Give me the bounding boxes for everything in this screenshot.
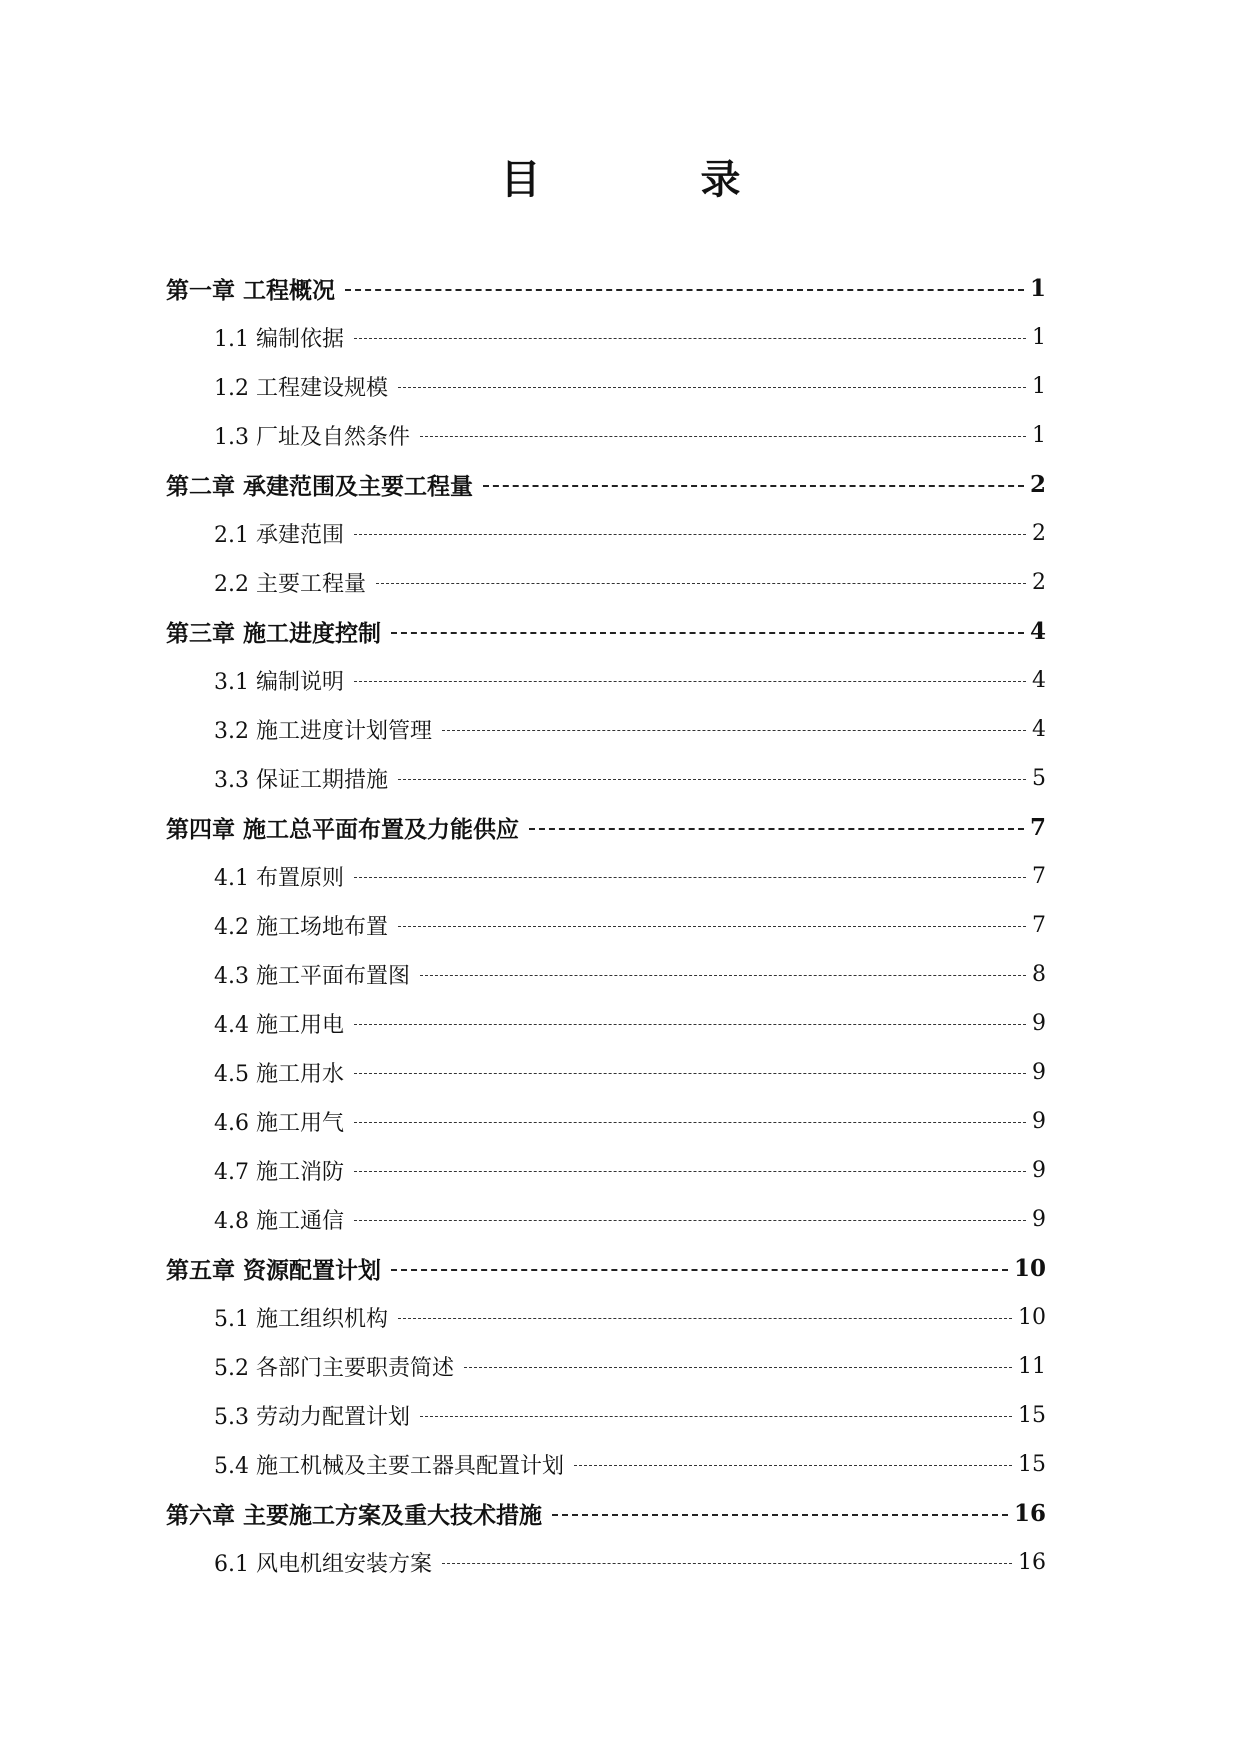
toc-section-entry[interactable] bbox=[166, 313, 1046, 362]
toc-entry-label: 第五章 资源配置计划 bbox=[166, 1257, 382, 1284]
toc-entry-label: 第二章 承建范围及主要工程量 bbox=[166, 473, 474, 500]
toc-entry-label: 4.6 施工用气 bbox=[214, 1111, 344, 1136]
toc-page-number: 4 bbox=[1032, 717, 1046, 742]
page-title: 目 录 bbox=[500, 156, 801, 203]
toc-section-entry[interactable] bbox=[166, 852, 1046, 901]
toc-leader-line bbox=[552, 1514, 1008, 1516]
toc-section-entry[interactable] bbox=[166, 1293, 1046, 1342]
toc-page-number: 5 bbox=[1032, 766, 1046, 791]
toc-leader-line bbox=[354, 338, 1026, 339]
toc-page-number: 15 bbox=[1018, 1403, 1046, 1428]
toc-section-entry[interactable] bbox=[166, 999, 1046, 1048]
toc-section-entry[interactable] bbox=[166, 362, 1046, 411]
toc-leader-line bbox=[420, 1416, 1012, 1417]
toc-section-entry[interactable] bbox=[166, 1538, 1046, 1587]
toc-page-number: 9 bbox=[1032, 1207, 1046, 1232]
toc-page-number: 9 bbox=[1032, 1060, 1046, 1085]
toc-page-number: 9 bbox=[1032, 1011, 1046, 1036]
toc-leader-line bbox=[345, 289, 1024, 291]
toc-entry-label: 6.1 风电机组安装方案 bbox=[214, 1552, 432, 1577]
toc-section-entry[interactable] bbox=[166, 754, 1046, 803]
toc-section-entry[interactable] bbox=[166, 558, 1046, 607]
toc-page-number: 1 bbox=[1032, 374, 1046, 399]
toc-page-number: 16 bbox=[1013, 1500, 1046, 1527]
toc-entry-label: 1.1 编制依据 bbox=[214, 327, 344, 352]
toc-entry-label: 4.8 施工通信 bbox=[214, 1209, 344, 1234]
toc-entry-label: 第六章 主要施工方案及重大技术措施 bbox=[166, 1502, 543, 1529]
toc-section-entry[interactable] bbox=[166, 1342, 1046, 1391]
toc-chapter-entry[interactable] bbox=[166, 264, 1046, 313]
toc-page-number: 11 bbox=[1018, 1354, 1046, 1379]
toc-entry-label: 1.2 工程建设规模 bbox=[214, 376, 388, 401]
toc-entry-label: 4.1 布置原则 bbox=[214, 866, 344, 891]
toc-leader-line bbox=[354, 1171, 1026, 1172]
toc-entry-label: 第四章 施工总平面布置及力能供应 bbox=[166, 816, 520, 843]
toc-page-number: 1 bbox=[1032, 423, 1046, 448]
toc-page-number: 9 bbox=[1032, 1109, 1046, 1134]
toc-leader-line bbox=[398, 779, 1026, 780]
toc-leader-line bbox=[354, 681, 1026, 682]
toc-entry-label: 第一章 工程概况 bbox=[166, 277, 336, 304]
toc-chapter-entry[interactable] bbox=[166, 803, 1046, 852]
toc-leader-line bbox=[354, 1220, 1026, 1221]
toc-entry-label: 2.2 主要工程量 bbox=[214, 572, 366, 597]
toc-page-number: 2 bbox=[1029, 471, 1046, 498]
toc-section-entry[interactable] bbox=[166, 411, 1046, 460]
toc-leader-line bbox=[574, 1465, 1012, 1466]
toc-entry-label: 4.2 施工场地布置 bbox=[214, 915, 388, 940]
toc-leader-line bbox=[398, 387, 1026, 388]
toc-leader-line bbox=[354, 534, 1026, 535]
toc-leader-line bbox=[398, 1318, 1012, 1319]
toc-page-number: 7 bbox=[1029, 814, 1046, 841]
toc-section-entry[interactable] bbox=[166, 1440, 1046, 1489]
toc-section-entry[interactable] bbox=[166, 1391, 1046, 1440]
toc-entry-label: 3.3 保证工期措施 bbox=[214, 768, 388, 793]
toc-page-number: 10 bbox=[1018, 1305, 1046, 1330]
toc-entry-label: 3.1 编制说明 bbox=[214, 670, 344, 695]
toc-leader-line bbox=[529, 828, 1024, 830]
toc-leader-line bbox=[354, 1024, 1026, 1025]
toc-chapter-entry[interactable] bbox=[166, 1489, 1046, 1538]
toc-page-number: 7 bbox=[1032, 864, 1046, 889]
toc-page-number: 7 bbox=[1032, 913, 1046, 938]
toc-leader-line bbox=[354, 1073, 1026, 1074]
toc-page-number: 4 bbox=[1029, 618, 1046, 645]
toc-chapter-entry[interactable] bbox=[166, 607, 1046, 656]
toc-page-number: 4 bbox=[1032, 668, 1046, 693]
toc-page-number: 15 bbox=[1018, 1452, 1046, 1477]
toc-page-number: 9 bbox=[1032, 1158, 1046, 1183]
toc-entry-label: 5.2 各部门主要职责简述 bbox=[214, 1356, 454, 1381]
toc-leader-line bbox=[442, 1563, 1012, 1564]
toc-section-entry[interactable] bbox=[166, 1097, 1046, 1146]
toc-leader-line bbox=[442, 730, 1026, 731]
toc-entry-label: 5.1 施工组织机构 bbox=[214, 1307, 388, 1332]
toc-section-entry[interactable] bbox=[166, 656, 1046, 705]
toc-page-number: 2 bbox=[1032, 570, 1046, 595]
toc-leader-line bbox=[391, 1269, 1008, 1271]
toc-section-entry[interactable] bbox=[166, 509, 1046, 558]
toc-page-number: 16 bbox=[1018, 1550, 1046, 1575]
toc-leader-line bbox=[420, 436, 1026, 437]
toc-section-entry[interactable] bbox=[166, 901, 1046, 950]
toc-page-number: 1 bbox=[1029, 275, 1046, 302]
toc-entry-label: 4.4 施工用电 bbox=[214, 1013, 344, 1038]
toc-entry-label: 第三章 施工进度控制 bbox=[166, 620, 382, 647]
toc-leader-line bbox=[398, 926, 1026, 927]
toc-leader-line bbox=[420, 975, 1026, 976]
toc-entry-label: 5.4 施工机械及主要工器具配置计划 bbox=[214, 1454, 564, 1479]
toc-leader-line bbox=[391, 632, 1024, 634]
toc-page-number: 8 bbox=[1032, 962, 1046, 987]
toc-entry-label: 2.1 承建范围 bbox=[214, 523, 344, 548]
toc-chapter-entry[interactable] bbox=[166, 1244, 1046, 1293]
toc-entry-label: 4.3 施工平面布置图 bbox=[214, 964, 410, 989]
toc-section-entry[interactable] bbox=[166, 1146, 1046, 1195]
toc-leader-line bbox=[354, 877, 1026, 878]
toc-leader-line bbox=[376, 583, 1026, 584]
toc-leader-line bbox=[354, 1122, 1026, 1123]
toc-section-entry[interactable] bbox=[166, 1048, 1046, 1097]
toc-page-number: 2 bbox=[1032, 521, 1046, 546]
toc-page-number: 1 bbox=[1032, 325, 1046, 350]
toc-entry-label: 5.3 劳动力配置计划 bbox=[214, 1405, 410, 1430]
toc-section-entry[interactable] bbox=[166, 1195, 1046, 1244]
toc-leader-line bbox=[464, 1367, 1012, 1368]
toc-page-number: 10 bbox=[1013, 1255, 1046, 1282]
toc-entry-label: 4.5 施工用水 bbox=[214, 1062, 344, 1087]
toc-entry-label: 1.3 厂址及自然条件 bbox=[214, 425, 410, 450]
toc-chapter-entry[interactable] bbox=[166, 460, 1046, 509]
toc-leader-line bbox=[483, 485, 1024, 487]
table-of-contents bbox=[166, 264, 1046, 1587]
toc-section-entry[interactable] bbox=[166, 950, 1046, 999]
toc-entry-label: 4.7 施工消防 bbox=[214, 1160, 344, 1185]
toc-section-entry[interactable] bbox=[166, 705, 1046, 754]
toc-entry-label: 3.2 施工进度计划管理 bbox=[214, 719, 432, 744]
